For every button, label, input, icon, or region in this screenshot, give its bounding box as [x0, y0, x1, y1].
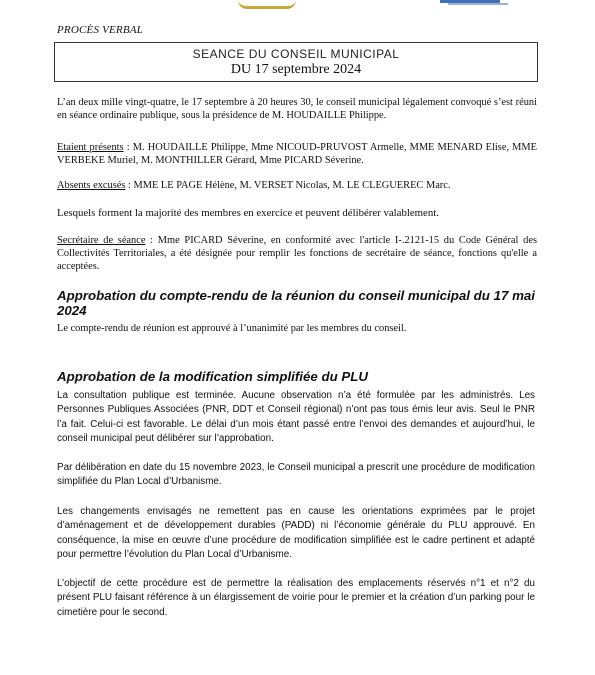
- absent-label: Absents excusés: [57, 180, 126, 191]
- section1-text: Le compte-rendu de réunion est approuvé à l’unanimité par les membres du conseil.: [57, 323, 407, 334]
- title-box: [54, 42, 538, 82]
- section2-paragraph: Par délibération en date du 15 novembre 2023, le Conseil municipal a prescrit une procédure de modification simplifiée du Plan Local d’Urbanisme.: [57, 462, 535, 488]
- present-paragraph: [57, 142, 537, 168]
- document-type-label: PROCÈS VERBAL: [57, 24, 144, 36]
- session-date: DU 17 septembre 2024: [230, 62, 362, 77]
- secretary-paragraph: [57, 235, 537, 273]
- absent-list: : MME LE PAGE Hélène, M. VERSET Nicolas, M. LE CLEGUEREC Marc.: [125, 180, 451, 191]
- absent-paragraph: [57, 180, 537, 193]
- partner-logo: [440, 0, 530, 8]
- secretary-text: : Mme PICARD Séverine, en conformité avec l'article I-.2121-15 du Code Général des Collectivités Territoriales, a été désignée pour remplir les fonctions de secrétaire de séance, fonctions qu'elle a acceptées.: [57, 235, 537, 272]
- municipal-logo: [238, 0, 296, 9]
- present-list: : M. HOUDAILLE Philippe, Mme NICOUD-PRUVOST Armelle, MME MENARD Elise, MME VERBEKE Muriel, M. MONTHILLER Gérard, Mme PICARD Séverine.: [57, 142, 537, 166]
- section1-heading: Approbation du compte-rendu de la réunion du conseil municipal du 17 mai 2024: [57, 288, 535, 318]
- section2-paragraph: La consultation publique est terminée. Aucune observation n’a été formulée par les administrés. Les Personnes Publiques Associées (PNR, DDT et Conseil régional) n’ont pas tous émis leur avis. Seul le PNR l’a fait. Celui-ci est favorable. Le délai d’un mois étant passé entre l’envoi des demandes et aujourd’hui, le conseil municipal peut délibérer sur l’approbation.: [57, 390, 535, 445]
- session-title: SEANCE DU CONSEIL MUNICIPAL: [192, 47, 400, 61]
- secretary-label: Secrétaire de séance: [57, 235, 146, 246]
- section2-paragraph: L’objectif de cette procédure est de permettre la réalisation des emplacements réservés n°1 et n°2 du présent PLU faisant référence à un élargissement de voirie pour le premier et la création d’un parking pour le cimetière pour le second.: [57, 578, 535, 618]
- section2-paragraph: Les changements envisagés ne remettent pas en cause les orientations exprimées par le projet d’aménagement et de développement durables (PADD) ni l’économie générale du PLU approuvé. En conséquence, la mise en œuvre d’une procédure de modification simplifiée est le cadre pertinent et adapté pour permettre l’évolution du Plan Local d’Urbanisme.: [57, 506, 535, 561]
- present-label: Etaient présents: [57, 142, 124, 153]
- majority-paragraph: Lesquels forment la majorité des membres en exercice et peuvent délibérer valablement.: [57, 207, 439, 219]
- intro-paragraph: L’an deux mille vingt-quatre, le 17 septembre à 20 heures 30, le conseil municipal légalement convoqué s’est réuni en séance ordinaire publique, sous la présidence de M. HOUDAILLE Philippe.: [57, 97, 537, 121]
- section2-heading: Approbation de la modification simplifiée du PLU: [57, 369, 369, 384]
